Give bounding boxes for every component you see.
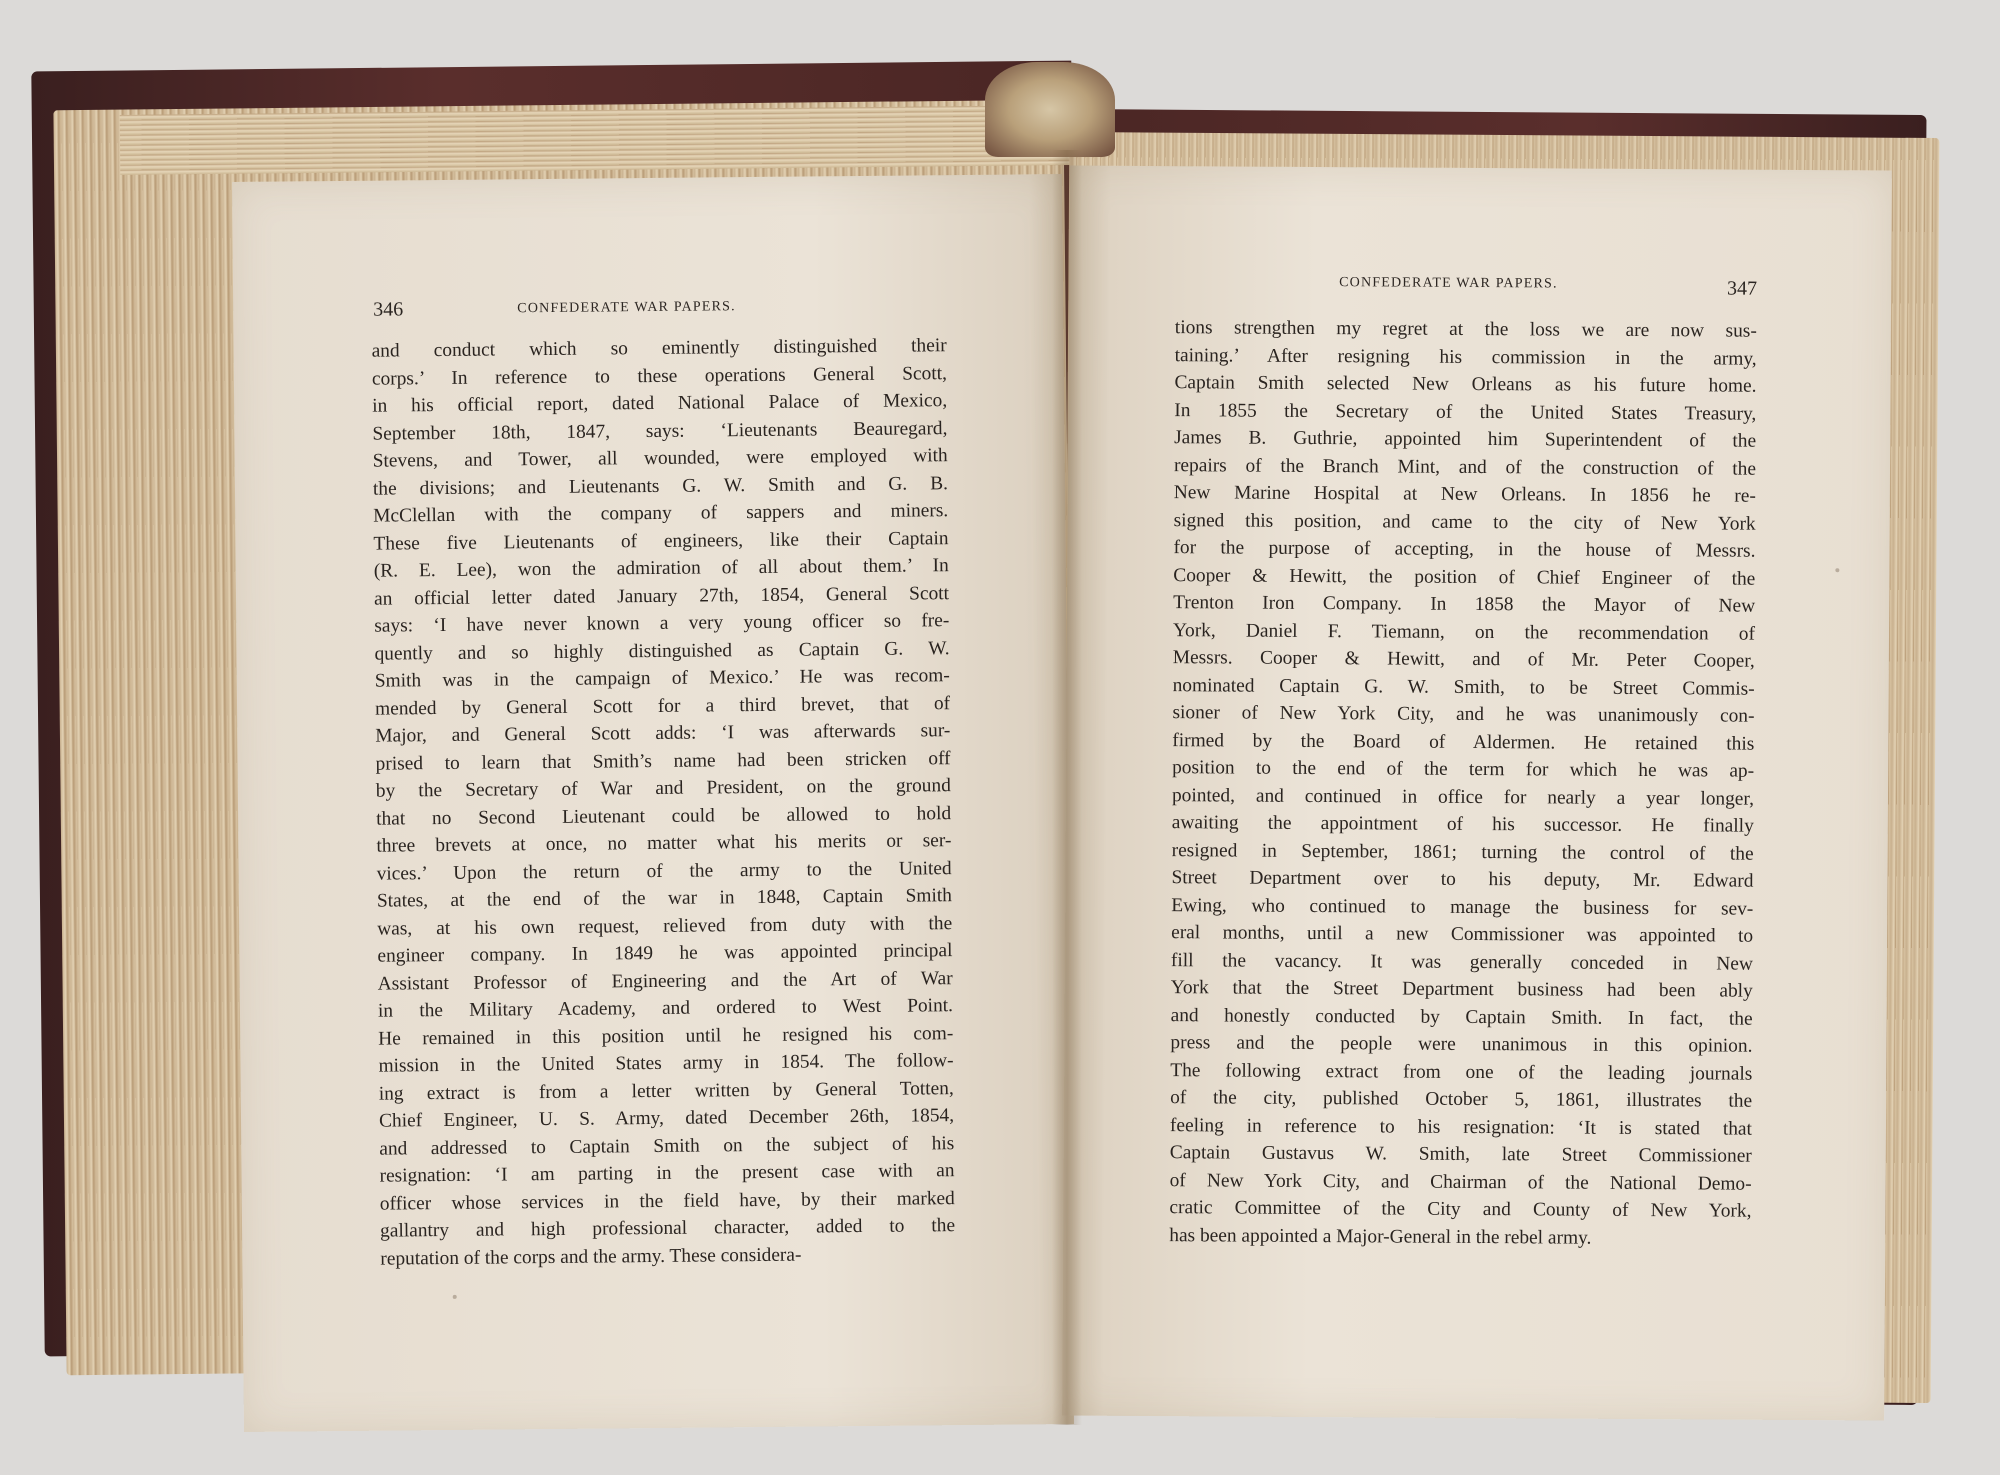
text-line: pointed, and continued in office for nearly a year longer, (1171, 784, 1755, 810)
text-line: Captain Smith selected New Orleans as his future home. (1174, 372, 1757, 397)
right-page (1062, 166, 1892, 1421)
text-line: He remained in this position until he resigned his com- (378, 1022, 954, 1050)
text-line: signed this position, and came to the city of New York (1173, 509, 1756, 535)
text-line: and addressed to Captain Smith on the subject of his (379, 1132, 955, 1160)
text-line: the divisions; and Lieutenants G. W. Smith and G. B. (372, 472, 949, 500)
text-line: Major, and General Scott adds: ‘I was afterwards sur- (375, 720, 951, 747)
text-line: cratic Committee of the City and County of New York, (1169, 1197, 1752, 1222)
text-line: Captain Gustavus W. Smith, late Street Commissioner (1169, 1142, 1752, 1167)
page-number: 346 (373, 298, 404, 321)
left-page (232, 174, 1074, 1432)
paper-speck (453, 1295, 457, 1299)
text-line: three brevets at once, no matter what his merits or ser- (376, 830, 952, 857)
text-line: says: ‘I have never known a very young officer so fre- (374, 610, 950, 637)
gutter-shadow (1052, 150, 1082, 1425)
text-line: by the Secretary of War and President, on the ground (375, 775, 951, 802)
text-line: firmed by the Board of Aldermen. He retained this (1172, 729, 1755, 755)
running-head: CONFEDERATE WAR PAPERS. (517, 299, 736, 317)
text-line: Street Department over to his deputy, Mr. Edward (1171, 867, 1754, 892)
text-line: York that the Street Department business had been ably (1170, 977, 1753, 1002)
text-line: ing extract is from a letter written by General Totten, (378, 1077, 954, 1105)
text-line: resigned in September, 1861; turning the control of the (1171, 839, 1754, 865)
text-line: repairs of the Branch Mint, and of the construction of the (1173, 454, 1757, 480)
text-line: in his official report, dated National Palace of Mexico, (372, 390, 948, 417)
text-line: sioner of New York City, and he was unanimously con- (1172, 702, 1755, 727)
text-line: September 18th, 1847, says: ‘Lieutenants Beauregard, (372, 417, 948, 445)
text-line: press and the people were unanimous in this opinion. (1170, 1032, 1753, 1057)
text-line: of the city, published October 5, 1861, illustrates the (1170, 1087, 1753, 1112)
text-line: corps.’ In reference to these operations General Scott, (371, 362, 947, 390)
text-line: in the Military Academy, and ordered to West Point. (377, 995, 954, 1022)
text-line: fill the vacancy. It was generally conceded in New (1170, 949, 1754, 975)
text-line: reputation of the corps and the army. These considera- (380, 1244, 802, 1270)
text-line: feeling in reference to his resignation: ‘It is stated that (1169, 1114, 1753, 1140)
text-line: of New York City, and Chairman of the National Demo- (1169, 1169, 1752, 1195)
text-line: Cooper & Hewitt, the position of Chief Engineer of the (1173, 564, 1756, 590)
text-line: mended by General Scott for a third brevet, that of (374, 692, 951, 720)
text-line: that no Second Lieutenant could be allowed to hold (376, 802, 952, 830)
text-line: McClellan with the company of sappers and miners. (373, 500, 949, 527)
text-line: and conduct which so eminently distinguished their (371, 335, 947, 362)
text-line: Chief Engineer, U. S. Army, dated December 26th, 1854, (378, 1105, 955, 1132)
text-line: tions strengthen my regret at the loss we are now sus- (1174, 317, 1757, 342)
text-line: The following extract from one of the leading journals (1170, 1059, 1753, 1085)
text-line: position to the end of the term for which he was ap- (1172, 757, 1755, 782)
text-line: nominated Captain G. W. Smith, to be Street Commis- (1172, 674, 1755, 700)
body-text (1169, 314, 1757, 1253)
text-line: (R. E. Lee), won the admiration of all about them.’ In (373, 555, 949, 582)
text-line: Stevens, and Tower, all wounded, were employed with (372, 445, 948, 472)
text-line: Ewing, who continued to manage the business for sev- (1171, 894, 1754, 920)
text-line: vices.’ Upon the return of the army to the United (376, 857, 952, 885)
page-edges-top (120, 105, 1071, 175)
text-line: taining.’ After resigning his commission in the army, (1174, 344, 1757, 370)
text-line: for the purpose of accepting, in the house of Messrs. (1173, 537, 1756, 562)
text-line: officer whose services in the field have, by their marked (379, 1187, 955, 1215)
text-line: James B. Guthrie, appointed him Superintendent of the (1174, 427, 1757, 452)
text-line: resignation: ‘I am parting in the present case with an (379, 1160, 955, 1187)
text-line: quently and so highly distinguished as Captain G. W. (374, 637, 950, 665)
text-line: States, at the end of the war in 1848, Captain Smith (376, 885, 953, 912)
text-line: Assistant Professor of Engineering and the Art of War (377, 967, 953, 995)
page-number: 347 (1727, 277, 1758, 300)
text-line: Smith was in the campaign of Mexico.’ He was recom- (374, 665, 950, 692)
body-text (372, 332, 956, 1272)
text-line: has been appointed a Major-General in the rebel army. (1169, 1224, 1592, 1249)
text-line: engineer company. In 1849 he was appointed principal (377, 940, 953, 967)
text-line: an official letter dated January 27th, 1854, General Scott (373, 582, 950, 610)
text-line: was, at his own request, relieved from duty with the (377, 912, 953, 940)
text-line: gallantry and high professional character, added to the (379, 1215, 956, 1242)
running-head: CONFEDERATE WAR PAPERS. (1339, 275, 1558, 292)
text-line: awaiting the appointment of his successor. He finally (1171, 812, 1754, 837)
text-line: prised to learn that Smith’s name had been stricken off (375, 747, 951, 775)
paper-speck (1835, 568, 1839, 572)
text-line: and honestly conducted by Captain Smith. In fact, the (1170, 1004, 1753, 1030)
text-line: In 1855 the Secretary of the United States Treasury, (1174, 399, 1757, 425)
text-line: Messrs. Cooper & Hewitt, and of Mr. Peter Cooper, (1172, 647, 1755, 672)
text-line: eral months, until a new Commissioner was appointed to (1171, 922, 1754, 947)
torn-spine (985, 62, 1115, 157)
text-line: New Marine Hospital at New Orleans. In 1856 he re- (1173, 482, 1756, 507)
text-line: Trenton Iron Company. In 1858 the Mayor of New (1173, 592, 1756, 617)
text-line: mission in the United States army in 1854. The follow- (378, 1050, 954, 1077)
text-line: York, Daniel F. Tiemann, on the recommendation of (1172, 619, 1756, 645)
text-line: These five Lieutenants of engineers, like their Captain (373, 527, 949, 555)
